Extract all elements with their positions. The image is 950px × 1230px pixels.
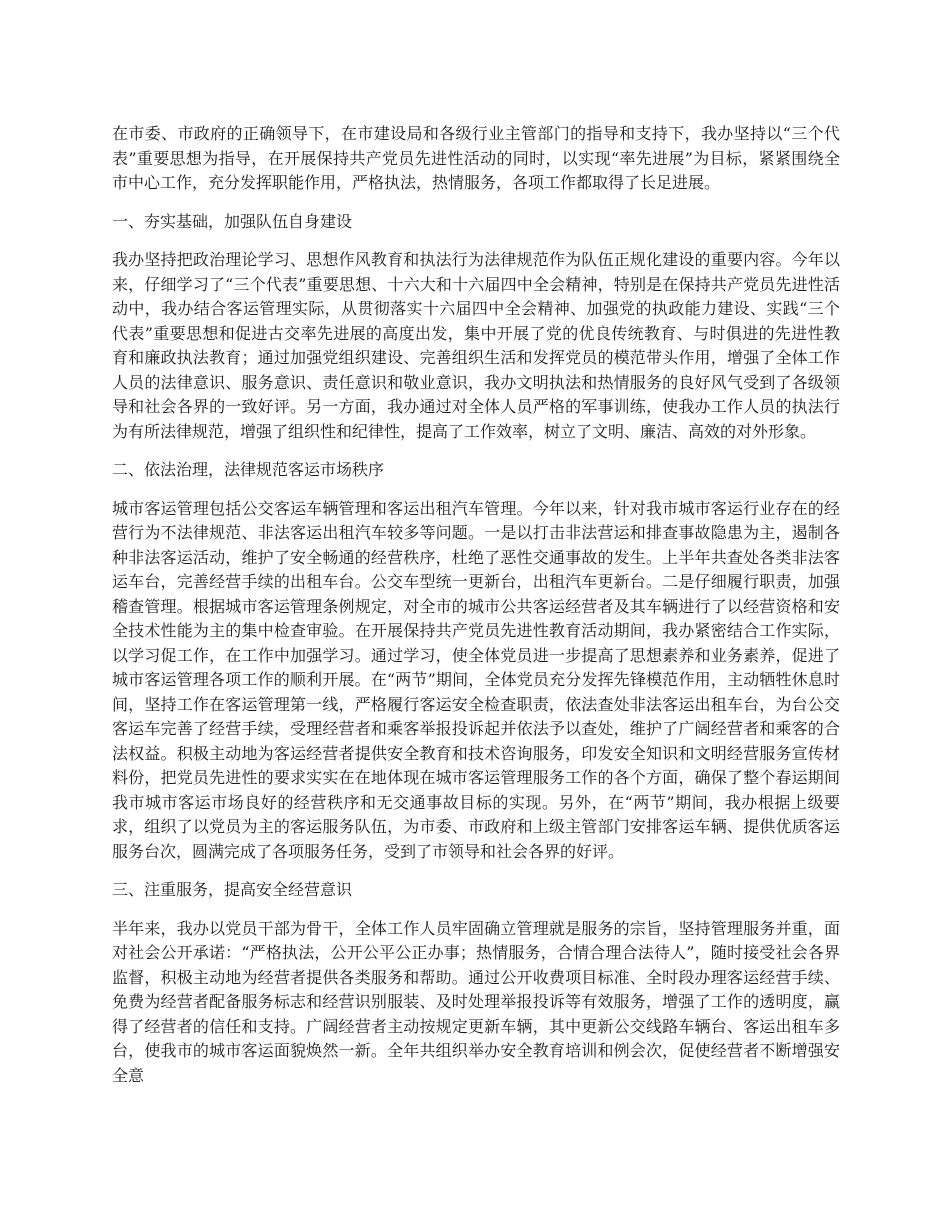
intro-paragraph: 在市委、市政府的正确领导下，在市建设局和各级行业主管部门的指导和支持下，我办坚持以“三个代表”重要思想为指导，在开展保持共产党员先进性活动的同时，以实现“率先进展”为目标，紧紧围绕全市中心工作，充分发挥职能作用，严格执法，热情服务，各项工作都取得了长足进展。 (112, 124, 840, 192)
section-1-paragraph: 我办坚持把政治理论学习、思想作风教育和执法行为法律规范作为队伍正规化建设的重要内容。今年以来，仔细学习了“三个代表”重要思想、十六大和十六届四中全会精神，特别是在保持共产党员先进性活动中，我办结合客运管理实际，从贯彻落实十六届四中全会精神、加强党的执政能力建设、实践“三个代表”重要思想和促进古交率先进展的高度出发，集中开展了党的优良传统教育、与时俱进的先进性教育和廉政执法教育；通过加强党组织建设、完善组织生活和发挥党员的模范带头作用，增强了全体工作人员的法律意识、服务意识、责任意识和敬业意识，我办文明执法和热情服务的良好风气受到了各级领导和社会各界的一致好评。另一方面，我办通过对全体人员严格的军事训练，使我办工作人员的执法行为有所法律规范，增强了组织性和纪律性，提高了工作效率，树立了文明、廉洁、高效的对外形象。 (112, 250, 840, 441)
section-1-heading: 一、夯实基础，加强队伍自身建设 (112, 211, 353, 231)
section-3-heading: 三、注重服务，提高安全经营意识 (112, 880, 353, 899)
section-3-paragraph: 半年来，我办以党员干部为骨干，全体工作人员牢固确立管理就是服务的宗旨，坚持管理服务并重，面对社会公开承诺：“严格执法，公开公平公正办事；热情服务，合情合理合法待人”，随时接受社会各界监督，积极主动地为经营者提供各类服务和帮助。通过公开收费项目标准、全时段办理客运经营手续、免费为经营者配备服务标志和经营识别服装、及时处理举报投诉等有效服务，增强了工作的透明度，赢得了经营者的信任和支持。广阔经营者主动按规定更新车辆，其中更新公交线路车辆台、客运出租车多台，使我市的城市客运面貌焕然一新。全年共组织举办安全教育培训和例会次，促使经营者不断增强安全意 (112, 918, 840, 1085)
section-2-heading: 二、依法治理，法律规范客运市场秩序 (112, 460, 385, 479)
section-2-paragraph: 城市客运管理包括公交客运车辆管理和客运出租汽车管理。今年以来，针对我市城市客运行业存在的经营行为不法律规范、非法客运出租汽车较多等问题。一是以打击非法营运和排查事故隐患为主，遏制各种非法客运活动，维护了安全畅通的经营秩序，杜绝了恶性交通事故的发生。上半年共查处各类非法客运车台，完善经营手续的出租车台。公交车型统一更新台，出租汽车更新台。二是仔细履行职责，加强稽查管理。根据城市客运管理条例规定，对全市的城市公共客运经营者及其车辆进行了以经营资格和安全技术性能为主的集中检查审验。在开展保持共产党员先进性教育活动期间，我办紧密结合工作实际，以学习促工作，在工作中加强学习。通过学习，使全体党员进一步提高了思想素养和业务素养，促进了城市客运管理各项工作的顺利开展。在“两节”期间，全体党员充分发挥先锋模范作用，主动牺牲休息时间，坚持工作在客运管理第一线，严格履行客运安全检查职责，依法查处非法客运出租车台，为台公交客运车完善了经营手续，受理经营者和乘客举报投诉起并依法予以查处，维护了广阔经营者和乘客的合法权益。积极主动地为客运经营者提供安全教育和技术咨询服务，印发安全知识和文明经营服务宣传材料份，把党员先进性的要求实实在在地体现在城市客运管理服务工作的各个方面，确保了整个春运期间我市城市客运市场良好的经营秩序和无交通事故目标的实现。另外，在“两节”期间，我办根据上级要求，组织了以党员为主的客运服务队伍，为市委、市政府和上级主管部门安排客运车辆、提供优质客运服务台次，圆满完成了各项服务任务，受到了市领导和社会各界的好评。 (112, 498, 840, 861)
document-page (112, 122, 840, 1102)
